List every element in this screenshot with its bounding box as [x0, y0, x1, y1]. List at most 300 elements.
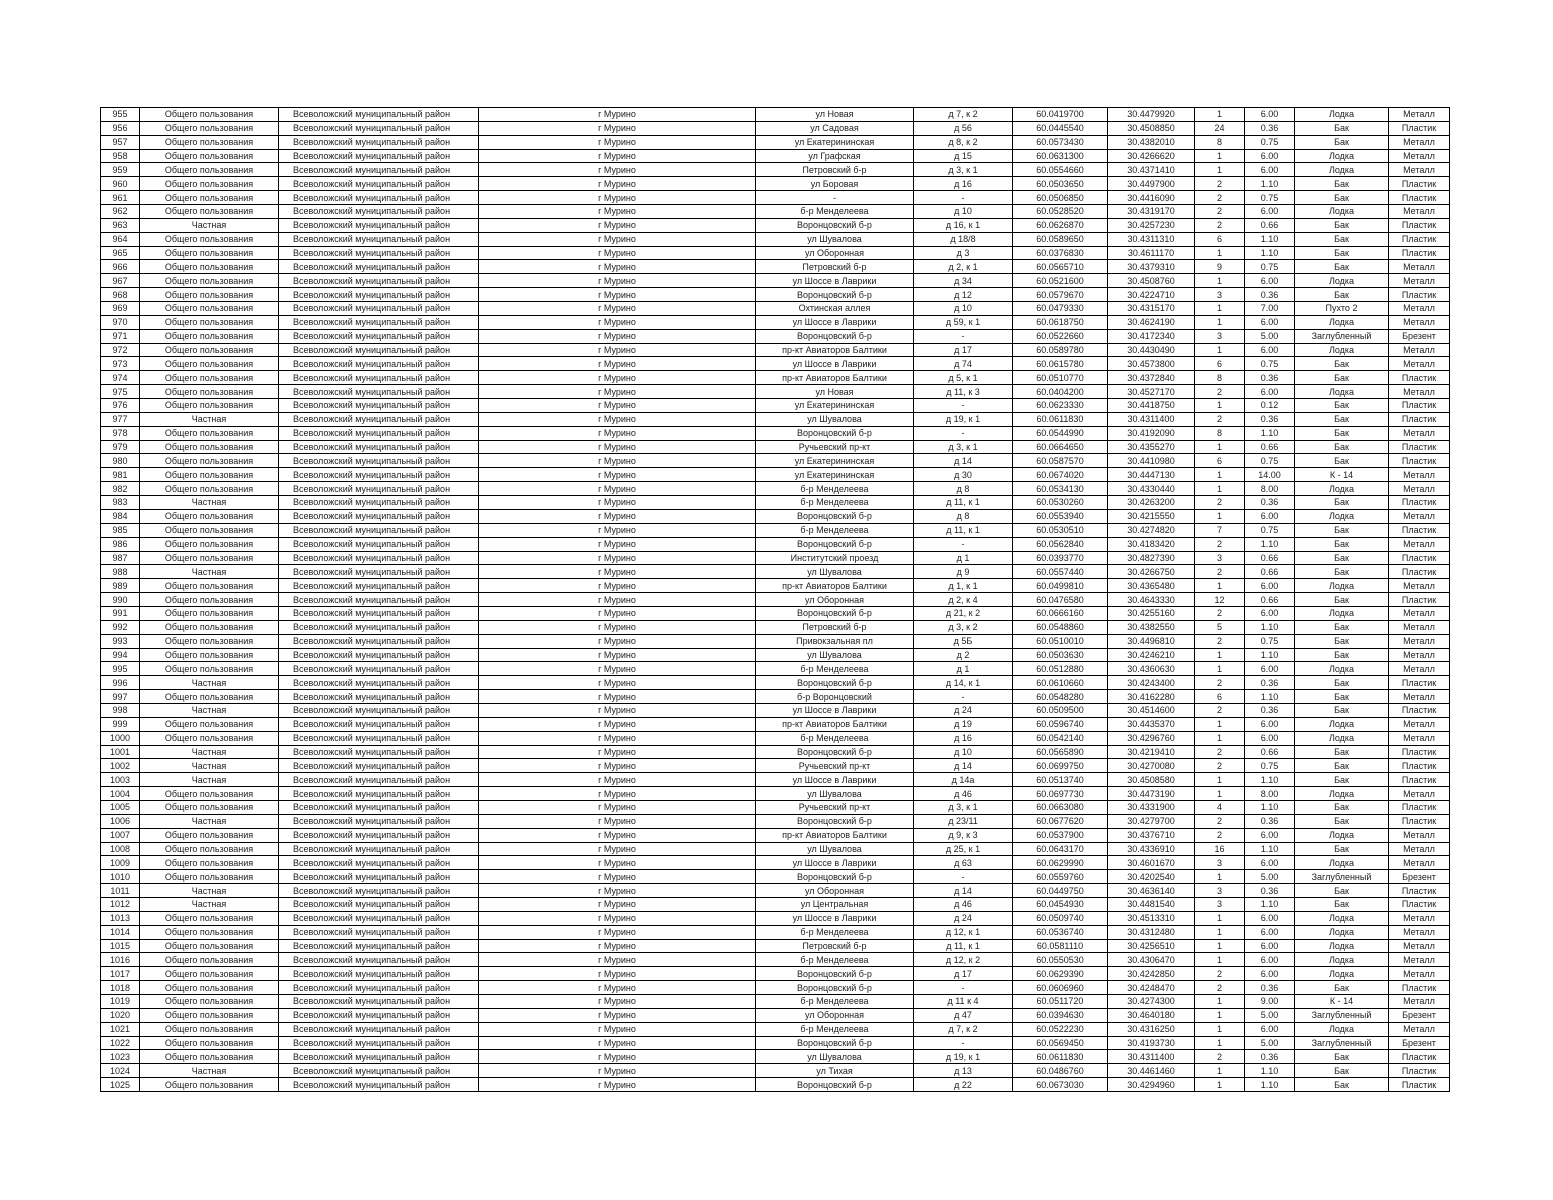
- longitude-cell: 30.4371410: [1108, 163, 1195, 177]
- container-type-cell: Лодка: [1295, 967, 1389, 981]
- district-cell: Всеволожский муниципальный район: [279, 121, 479, 135]
- longitude-cell: 30.4360630: [1108, 662, 1195, 676]
- settlement-cell: г Мурино: [479, 565, 756, 579]
- container-volume-cell: 6.00: [1245, 509, 1295, 523]
- row-number-cell: 1024: [101, 1064, 140, 1078]
- street-cell: Ручьевский пр-кт: [756, 759, 914, 773]
- latitude-cell: 60.0629390: [1013, 967, 1108, 981]
- table-row: [101, 121, 1450, 135]
- container-volume-cell: 7.00: [1245, 302, 1295, 316]
- settlement-cell: г Мурино: [479, 911, 756, 925]
- container-type-cell: Бак: [1295, 357, 1389, 371]
- row-number-cell: 1002: [101, 759, 140, 773]
- container-type-cell: Бак: [1295, 260, 1389, 274]
- latitude-cell: 60.0569450: [1013, 1036, 1108, 1050]
- container-count-cell: 1: [1195, 343, 1245, 357]
- latitude-cell: 60.0509740: [1013, 911, 1108, 925]
- latitude-cell: 60.0376830: [1013, 246, 1108, 260]
- material-cell: Пластик: [1389, 814, 1450, 828]
- row-number-cell: 961: [101, 191, 140, 205]
- settlement-cell: г Мурино: [479, 468, 756, 482]
- container-volume-cell: 0.75: [1245, 135, 1295, 149]
- latitude-cell: 60.0643170: [1013, 842, 1108, 856]
- ownership-type-cell: Общего пользования: [140, 205, 279, 219]
- container-volume-cell: 1.10: [1245, 1064, 1295, 1078]
- settlement-cell: г Мурино: [479, 260, 756, 274]
- settlement-cell: г Мурино: [479, 523, 756, 537]
- container-type-cell: Бак: [1295, 177, 1389, 191]
- street-cell: ул Новая: [756, 385, 914, 399]
- container-volume-cell: 6.00: [1245, 149, 1295, 163]
- material-cell: Пластик: [1389, 232, 1450, 246]
- latitude-cell: 60.0530510: [1013, 523, 1108, 537]
- latitude-cell: 60.0537900: [1013, 828, 1108, 842]
- street-cell: б-р Менделеева: [756, 482, 914, 496]
- container-count-cell: 1: [1195, 911, 1245, 925]
- settlement-cell: г Мурино: [479, 662, 756, 676]
- settlement-cell: г Мурино: [479, 274, 756, 288]
- latitude-cell: 60.0511720: [1013, 995, 1108, 1009]
- latitude-cell: 60.0589650: [1013, 232, 1108, 246]
- district-cell: Всеволожский муниципальный район: [279, 911, 479, 925]
- latitude-cell: 60.0565710: [1013, 260, 1108, 274]
- street-cell: Воронцовский б-р: [756, 981, 914, 995]
- street-cell: Воронцовский б-р: [756, 218, 914, 232]
- container-count-cell: 8: [1195, 371, 1245, 385]
- longitude-cell: 30.4365480: [1108, 579, 1195, 593]
- ownership-type-cell: Общего пользования: [140, 1036, 279, 1050]
- longitude-cell: 30.4527170: [1108, 385, 1195, 399]
- longitude-cell: 30.4497900: [1108, 177, 1195, 191]
- ownership-type-cell: Общего пользования: [140, 246, 279, 260]
- ownership-type-cell: Общего пользования: [140, 690, 279, 704]
- district-cell: Всеволожский муниципальный район: [279, 856, 479, 870]
- container-volume-cell: 0.36: [1245, 288, 1295, 302]
- table-row: [101, 620, 1450, 634]
- container-volume-cell: 6.00: [1245, 856, 1295, 870]
- row-number-cell: 979: [101, 440, 140, 454]
- longitude-cell: 30.4513310: [1108, 911, 1195, 925]
- street-cell: пр-кт Авиаторов Балтики: [756, 371, 914, 385]
- container-count-cell: 1: [1195, 1078, 1245, 1092]
- latitude-cell: 60.0510770: [1013, 371, 1108, 385]
- material-cell: Брезент: [1389, 870, 1450, 884]
- house-cell: д 23/11: [914, 814, 1013, 828]
- container-type-cell: Бак: [1295, 565, 1389, 579]
- district-cell: Всеволожский муниципальный район: [279, 551, 479, 565]
- ownership-type-cell: Общего пользования: [140, 232, 279, 246]
- row-number-cell: 1017: [101, 967, 140, 981]
- settlement-cell: г Мурино: [479, 773, 756, 787]
- district-cell: Всеволожский муниципальный район: [279, 897, 479, 911]
- ownership-type-cell: Частная: [140, 676, 279, 690]
- ownership-type-cell: Частная: [140, 745, 279, 759]
- container-type-cell: Бак: [1295, 981, 1389, 995]
- house-cell: д 22: [914, 1078, 1013, 1092]
- table-row: [101, 648, 1450, 662]
- street-cell: ул Новая: [756, 108, 914, 122]
- container-count-cell: 1: [1195, 302, 1245, 316]
- ownership-type-cell: Общего пользования: [140, 108, 279, 122]
- longitude-cell: 30.4508850: [1108, 121, 1195, 135]
- table-row: [101, 814, 1450, 828]
- material-cell: Металл: [1389, 953, 1450, 967]
- table-row: [101, 205, 1450, 219]
- longitude-cell: 30.4611170: [1108, 246, 1195, 260]
- table-row: [101, 523, 1450, 537]
- container-type-cell: Лодка: [1295, 828, 1389, 842]
- house-cell: д 46: [914, 787, 1013, 801]
- house-cell: д 12, к 2: [914, 953, 1013, 967]
- material-cell: Металл: [1389, 787, 1450, 801]
- material-cell: Пластик: [1389, 288, 1450, 302]
- street-cell: Привокзальная пл: [756, 634, 914, 648]
- street-cell: ул Графская: [756, 149, 914, 163]
- house-cell: д 59, к 1: [914, 315, 1013, 329]
- ownership-type-cell: Общего пользования: [140, 981, 279, 995]
- container-volume-cell: 0.66: [1245, 745, 1295, 759]
- longitude-cell: 30.4447130: [1108, 468, 1195, 482]
- container-count-cell: 6: [1195, 690, 1245, 704]
- latitude-cell: 60.0631300: [1013, 149, 1108, 163]
- street-cell: б-р Менделеева: [756, 523, 914, 537]
- settlement-cell: г Мурино: [479, 121, 756, 135]
- row-number-cell: 1009: [101, 856, 140, 870]
- latitude-cell: 60.0503630: [1013, 648, 1108, 662]
- container-type-cell: Бак: [1295, 551, 1389, 565]
- row-number-cell: 1005: [101, 800, 140, 814]
- material-cell: Пластик: [1389, 440, 1450, 454]
- house-cell: д 1, к 1: [914, 579, 1013, 593]
- house-cell: д 3: [914, 246, 1013, 260]
- settlement-cell: г Мурино: [479, 509, 756, 523]
- ownership-type-cell: Частная: [140, 814, 279, 828]
- material-cell: Металл: [1389, 537, 1450, 551]
- street-cell: ул Оборонная: [756, 246, 914, 260]
- longitude-cell: 30.4827390: [1108, 551, 1195, 565]
- container-type-cell: Бак: [1295, 371, 1389, 385]
- container-type-cell: Бак: [1295, 537, 1389, 551]
- container-volume-cell: 6.00: [1245, 911, 1295, 925]
- longitude-cell: 30.4382550: [1108, 620, 1195, 634]
- street-cell: пр-кт Авиаторов Балтики: [756, 717, 914, 731]
- container-count-cell: 1: [1195, 1064, 1245, 1078]
- longitude-cell: 30.4215550: [1108, 509, 1195, 523]
- container-count-cell: 1: [1195, 399, 1245, 413]
- container-volume-cell: 6.00: [1245, 163, 1295, 177]
- table-row: [101, 357, 1450, 371]
- container-type-cell: Бак: [1295, 1064, 1389, 1078]
- ownership-type-cell: Частная: [140, 565, 279, 579]
- longitude-cell: 30.4192090: [1108, 426, 1195, 440]
- longitude-cell: 30.4242850: [1108, 967, 1195, 981]
- container-type-cell: Бак: [1295, 745, 1389, 759]
- district-cell: Всеволожский муниципальный район: [279, 191, 479, 205]
- container-count-cell: 2: [1195, 703, 1245, 717]
- table-row: [101, 149, 1450, 163]
- settlement-cell: г Мурино: [479, 426, 756, 440]
- street-cell: ул Екатерининская: [756, 135, 914, 149]
- street-cell: ул Центральная: [756, 897, 914, 911]
- latitude-cell: 60.0618750: [1013, 315, 1108, 329]
- container-volume-cell: 6.00: [1245, 925, 1295, 939]
- container-type-cell: Лодка: [1295, 482, 1389, 496]
- container-type-cell: Бак: [1295, 634, 1389, 648]
- settlement-cell: г Мурино: [479, 440, 756, 454]
- longitude-cell: 30.4162280: [1108, 690, 1195, 704]
- row-number-cell: 966: [101, 260, 140, 274]
- settlement-cell: г Мурино: [479, 967, 756, 981]
- district-cell: Всеволожский муниципальный район: [279, 995, 479, 1009]
- container-type-cell: Бак: [1295, 135, 1389, 149]
- house-cell: д 16: [914, 731, 1013, 745]
- row-number-cell: 1020: [101, 1008, 140, 1022]
- house-cell: -: [914, 690, 1013, 704]
- settlement-cell: г Мурино: [479, 648, 756, 662]
- table-row: [101, 897, 1450, 911]
- street-cell: ул Шоссе в Лаврики: [756, 357, 914, 371]
- district-cell: Всеволожский муниципальный район: [279, 565, 479, 579]
- latitude-cell: 60.0673030: [1013, 1078, 1108, 1092]
- material-cell: Металл: [1389, 163, 1450, 177]
- ownership-type-cell: Общего пользования: [140, 260, 279, 274]
- latitude-cell: 60.0530260: [1013, 496, 1108, 510]
- longitude-cell: 30.4430490: [1108, 343, 1195, 357]
- street-cell: Петровский б-р: [756, 163, 914, 177]
- row-number-cell: 970: [101, 315, 140, 329]
- container-volume-cell: 5.00: [1245, 1008, 1295, 1022]
- district-cell: Всеволожский муниципальный район: [279, 606, 479, 620]
- latitude-cell: 60.0697730: [1013, 787, 1108, 801]
- row-number-cell: 956: [101, 121, 140, 135]
- table-row: [101, 662, 1450, 676]
- settlement-cell: г Мурино: [479, 939, 756, 953]
- container-type-cell: Лодка: [1295, 149, 1389, 163]
- container-volume-cell: 0.66: [1245, 551, 1295, 565]
- ownership-type-cell: Общего пользования: [140, 787, 279, 801]
- latitude-cell: 60.0623330: [1013, 399, 1108, 413]
- ownership-type-cell: Общего пользования: [140, 343, 279, 357]
- container-volume-cell: 1.10: [1245, 177, 1295, 191]
- material-cell: Пластик: [1389, 884, 1450, 898]
- settlement-cell: г Мурино: [479, 482, 756, 496]
- street-cell: Петровский б-р: [756, 260, 914, 274]
- ownership-type-cell: Общего пользования: [140, 274, 279, 288]
- longitude-cell: 30.4479920: [1108, 108, 1195, 122]
- material-cell: Металл: [1389, 717, 1450, 731]
- material-cell: Пластик: [1389, 676, 1450, 690]
- ownership-type-cell: Общего пользования: [140, 177, 279, 191]
- material-cell: Металл: [1389, 315, 1450, 329]
- settlement-cell: г Мурино: [479, 634, 756, 648]
- table-row: [101, 676, 1450, 690]
- material-cell: Металл: [1389, 606, 1450, 620]
- container-volume-cell: 8.00: [1245, 787, 1295, 801]
- container-count-cell: 3: [1195, 884, 1245, 898]
- row-number-cell: 977: [101, 412, 140, 426]
- settlement-cell: г Мурино: [479, 302, 756, 316]
- district-cell: Всеволожский муниципальный район: [279, 842, 479, 856]
- container-type-cell: Лодка: [1295, 953, 1389, 967]
- container-type-cell: Бак: [1295, 1078, 1389, 1092]
- table-row: [101, 1008, 1450, 1022]
- street-cell: Воронцовский б-р: [756, 537, 914, 551]
- table-row: [101, 509, 1450, 523]
- container-type-cell: Лодка: [1295, 509, 1389, 523]
- table-row: [101, 232, 1450, 246]
- table-row: [101, 579, 1450, 593]
- container-volume-cell: 5.00: [1245, 1036, 1295, 1050]
- table-row: [101, 800, 1450, 814]
- container-count-cell: 1: [1195, 1008, 1245, 1022]
- row-number-cell: 975: [101, 385, 140, 399]
- street-cell: пр-кт Авиаторов Балтики: [756, 579, 914, 593]
- street-cell: ул Боровая: [756, 177, 914, 191]
- container-volume-cell: 6.00: [1245, 828, 1295, 842]
- latitude-cell: 60.0445540: [1013, 121, 1108, 135]
- container-volume-cell: 1.10: [1245, 648, 1295, 662]
- longitude-cell: 30.4243400: [1108, 676, 1195, 690]
- material-cell: Металл: [1389, 260, 1450, 274]
- latitude-cell: 60.0557440: [1013, 565, 1108, 579]
- container-volume-cell: 0.36: [1245, 884, 1295, 898]
- district-cell: Всеволожский муниципальный район: [279, 939, 479, 953]
- material-cell: Металл: [1389, 1022, 1450, 1036]
- table-body: [101, 108, 1450, 1092]
- material-cell: Металл: [1389, 967, 1450, 981]
- container-count-cell: 2: [1195, 565, 1245, 579]
- house-cell: д 9, к 3: [914, 828, 1013, 842]
- latitude-cell: 60.0553940: [1013, 509, 1108, 523]
- district-cell: Всеволожский муниципальный район: [279, 523, 479, 537]
- longitude-cell: 30.4266750: [1108, 565, 1195, 579]
- material-cell: Металл: [1389, 135, 1450, 149]
- container-count-cell: 8: [1195, 426, 1245, 440]
- table-row: [101, 1050, 1450, 1064]
- latitude-cell: 60.0548280: [1013, 690, 1108, 704]
- ownership-type-cell: Общего пользования: [140, 648, 279, 662]
- longitude-cell: 30.4410980: [1108, 454, 1195, 468]
- latitude-cell: 60.0544990: [1013, 426, 1108, 440]
- latitude-cell: 60.0606960: [1013, 981, 1108, 995]
- latitude-cell: 60.0503650: [1013, 177, 1108, 191]
- ownership-type-cell: Частная: [140, 884, 279, 898]
- container-volume-cell: 5.00: [1245, 329, 1295, 343]
- row-number-cell: 958: [101, 149, 140, 163]
- ownership-type-cell: Общего пользования: [140, 939, 279, 953]
- district-cell: Всеволожский муниципальный район: [279, 426, 479, 440]
- ownership-type-cell: Общего пользования: [140, 468, 279, 482]
- longitude-cell: 30.4311310: [1108, 232, 1195, 246]
- house-cell: д 14: [914, 759, 1013, 773]
- latitude-cell: 60.0610660: [1013, 676, 1108, 690]
- ownership-type-cell: Частная: [140, 897, 279, 911]
- table-row: [101, 870, 1450, 884]
- district-cell: Всеволожский муниципальный район: [279, 205, 479, 219]
- container-volume-cell: 0.66: [1245, 440, 1295, 454]
- longitude-cell: 30.4376710: [1108, 828, 1195, 842]
- row-number-cell: 971: [101, 329, 140, 343]
- row-number-cell: 998: [101, 703, 140, 717]
- ownership-type-cell: Частная: [140, 773, 279, 787]
- street-cell: ул Оборонная: [756, 1008, 914, 1022]
- street-cell: б-р Менделеева: [756, 1022, 914, 1036]
- settlement-cell: г Мурино: [479, 925, 756, 939]
- table-row: [101, 454, 1450, 468]
- district-cell: Всеволожский муниципальный район: [279, 509, 479, 523]
- latitude-cell: 60.0562840: [1013, 537, 1108, 551]
- district-cell: Всеволожский муниципальный район: [279, 814, 479, 828]
- settlement-cell: г Мурино: [479, 856, 756, 870]
- latitude-cell: 60.0573430: [1013, 135, 1108, 149]
- settlement-cell: г Мурино: [479, 246, 756, 260]
- container-type-cell: Бак: [1295, 773, 1389, 787]
- table-row: [101, 551, 1450, 565]
- container-type-cell: Лодка: [1295, 205, 1389, 219]
- longitude-cell: 30.4601670: [1108, 856, 1195, 870]
- table-row: [101, 911, 1450, 925]
- table-row: [101, 177, 1450, 191]
- data-table: [100, 107, 1450, 1092]
- settlement-cell: г Мурино: [479, 385, 756, 399]
- house-cell: д 2, к 4: [914, 593, 1013, 607]
- latitude-cell: 60.0615780: [1013, 357, 1108, 371]
- settlement-cell: г Мурино: [479, 703, 756, 717]
- ownership-type-cell: Общего пользования: [140, 399, 279, 413]
- material-cell: Металл: [1389, 856, 1450, 870]
- ownership-type-cell: Общего пользования: [140, 288, 279, 302]
- ownership-type-cell: Общего пользования: [140, 149, 279, 163]
- table-row: [101, 953, 1450, 967]
- container-type-cell: Лодка: [1295, 925, 1389, 939]
- longitude-cell: 30.4312480: [1108, 925, 1195, 939]
- container-type-cell: Лодка: [1295, 315, 1389, 329]
- container-type-cell: Лодка: [1295, 274, 1389, 288]
- table-row: [101, 496, 1450, 510]
- container-type-cell: Бак: [1295, 399, 1389, 413]
- material-cell: Металл: [1389, 385, 1450, 399]
- container-count-cell: 2: [1195, 412, 1245, 426]
- latitude-cell: 60.0476580: [1013, 593, 1108, 607]
- street-cell: Воронцовский б-р: [756, 1036, 914, 1050]
- district-cell: Всеволожский муниципальный район: [279, 440, 479, 454]
- settlement-cell: г Мурино: [479, 1022, 756, 1036]
- table-row: [101, 787, 1450, 801]
- district-cell: Всеволожский муниципальный район: [279, 828, 479, 842]
- street-cell: б-р Менделеева: [756, 925, 914, 939]
- street-cell: Воронцовский б-р: [756, 870, 914, 884]
- container-count-cell: 5: [1195, 620, 1245, 634]
- settlement-cell: г Мурино: [479, 343, 756, 357]
- house-cell: д 34: [914, 274, 1013, 288]
- ownership-type-cell: Общего пользования: [140, 357, 279, 371]
- settlement-cell: г Мурино: [479, 745, 756, 759]
- row-number-cell: 1011: [101, 884, 140, 898]
- longitude-cell: 30.4256510: [1108, 939, 1195, 953]
- house-cell: д 14: [914, 884, 1013, 898]
- district-cell: Всеволожский муниципальный район: [279, 315, 479, 329]
- container-type-cell: Лодка: [1295, 108, 1389, 122]
- container-count-cell: 1: [1195, 939, 1245, 953]
- street-cell: ул Шувалова: [756, 787, 914, 801]
- container-count-cell: 2: [1195, 676, 1245, 690]
- container-type-cell: К - 14: [1295, 995, 1389, 1009]
- container-count-cell: 1: [1195, 1036, 1245, 1050]
- district-cell: Всеволожский муниципальный район: [279, 662, 479, 676]
- street-cell: б-р Менделеева: [756, 496, 914, 510]
- container-count-cell: 16: [1195, 842, 1245, 856]
- row-number-cell: 988: [101, 565, 140, 579]
